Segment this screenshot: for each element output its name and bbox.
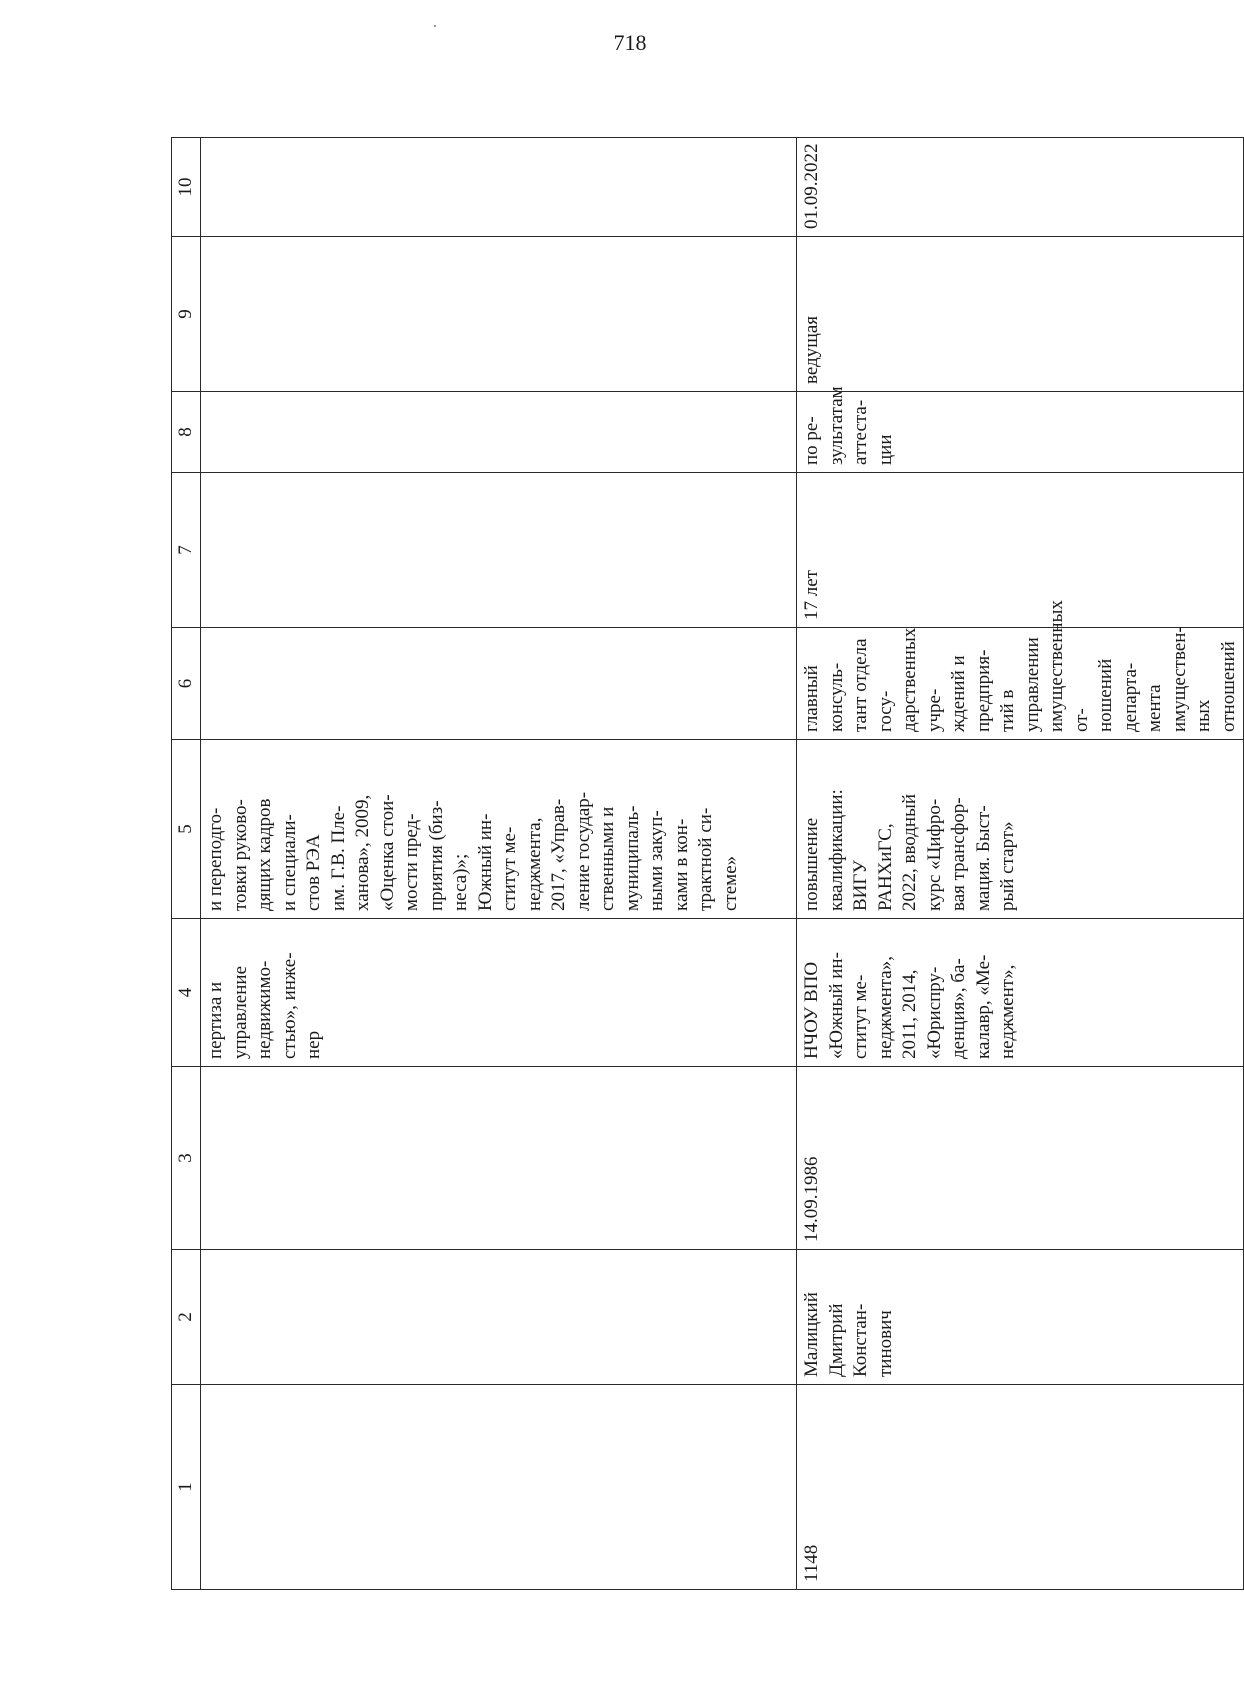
column-number: 5 <box>172 740 201 919</box>
continuation-row <box>201 138 797 1590</box>
cell-education <box>201 919 797 1067</box>
column-number: 6 <box>172 628 201 740</box>
scan-speck <box>434 25 436 27</box>
cell-text: главный консуль- тант отдела госу- дарственных учре- ждений и предприя- тий в управлении имущественных от- ношений департа- мента имуществен- ных отношений <box>801 600 1239 732</box>
cell-text: и переподго- товки руково- дящих кадров и специали- стов РЭА им. Г.В. Пле- ханова», 2009, «Оценка стои- мости пред- приятия (биз- неса)»; Южный ин- ститут ме- неджмента, 2017, «Управ- ление государ- ственными и муниципаль- ными закуп- ками в кон- трактной си- стеме» <box>205 791 741 911</box>
cell-text: ведущая <box>801 315 822 384</box>
cell-experience <box>797 473 1244 628</box>
column-number: 4 <box>172 919 201 1067</box>
cell-experience <box>201 473 797 628</box>
cell-full-name <box>201 1250 797 1385</box>
cell-position <box>201 628 797 740</box>
cell-position <box>797 600 1244 740</box>
page-number: 718 <box>613 30 647 55</box>
cell-text: 01.09.2022 <box>801 143 822 229</box>
cell-birth-date <box>797 1067 1244 1250</box>
cell-text: по ре- зультатам аттеста- ции <box>801 386 896 465</box>
cell-date <box>201 138 797 237</box>
cell-basis <box>201 392 797 473</box>
column-number: 3 <box>172 1067 201 1250</box>
column-number: 9 <box>172 237 201 392</box>
column-number: 7 <box>172 473 201 628</box>
column-number: 10 <box>172 138 201 237</box>
cell-text: 1148 <box>801 1544 822 1582</box>
cell-group <box>797 237 1244 392</box>
cell-text: 14.09.1986 <box>801 1156 822 1242</box>
entry-row <box>797 138 1244 1590</box>
cell-text: НЧОУ ВПО «Южный ин- ститут ме- неджмента», 2011, 2014, «Юриспру- денция», ба- калавр, «Ме- неджмент», <box>801 952 1018 1059</box>
cell-text: пертиза и управление недвижимо- стью», инже- нер <box>205 952 324 1059</box>
cell-index <box>797 1385 1244 1590</box>
column-number: 1 <box>172 1385 201 1590</box>
column-number: 8 <box>172 392 201 473</box>
personnel-table <box>171 137 1244 1590</box>
cell-text: Малицкий Дмитрий Констан- тинович <box>801 1292 896 1377</box>
cell-birth-date <box>201 1067 797 1250</box>
cell-qualification <box>201 740 797 919</box>
cell-full-name <box>797 1250 1244 1385</box>
cell-group <box>201 237 797 392</box>
cell-education <box>797 919 1244 1067</box>
column-number: 2 <box>172 1250 201 1385</box>
cell-basis <box>797 386 1244 473</box>
cell-text: 17 лет <box>801 570 822 620</box>
cell-date <box>797 138 1244 237</box>
cell-text: повышение квалификации: ВИГУ РАНХиГС, 2022, вводный курс «Цифро- вая трансфор- мация. Быст- рый старт» <box>801 789 1018 911</box>
column-number-row <box>172 138 201 1590</box>
cell-index <box>201 1385 797 1590</box>
rotated-table-container <box>171 138 1239 1590</box>
cell-qualification <box>797 740 1244 919</box>
